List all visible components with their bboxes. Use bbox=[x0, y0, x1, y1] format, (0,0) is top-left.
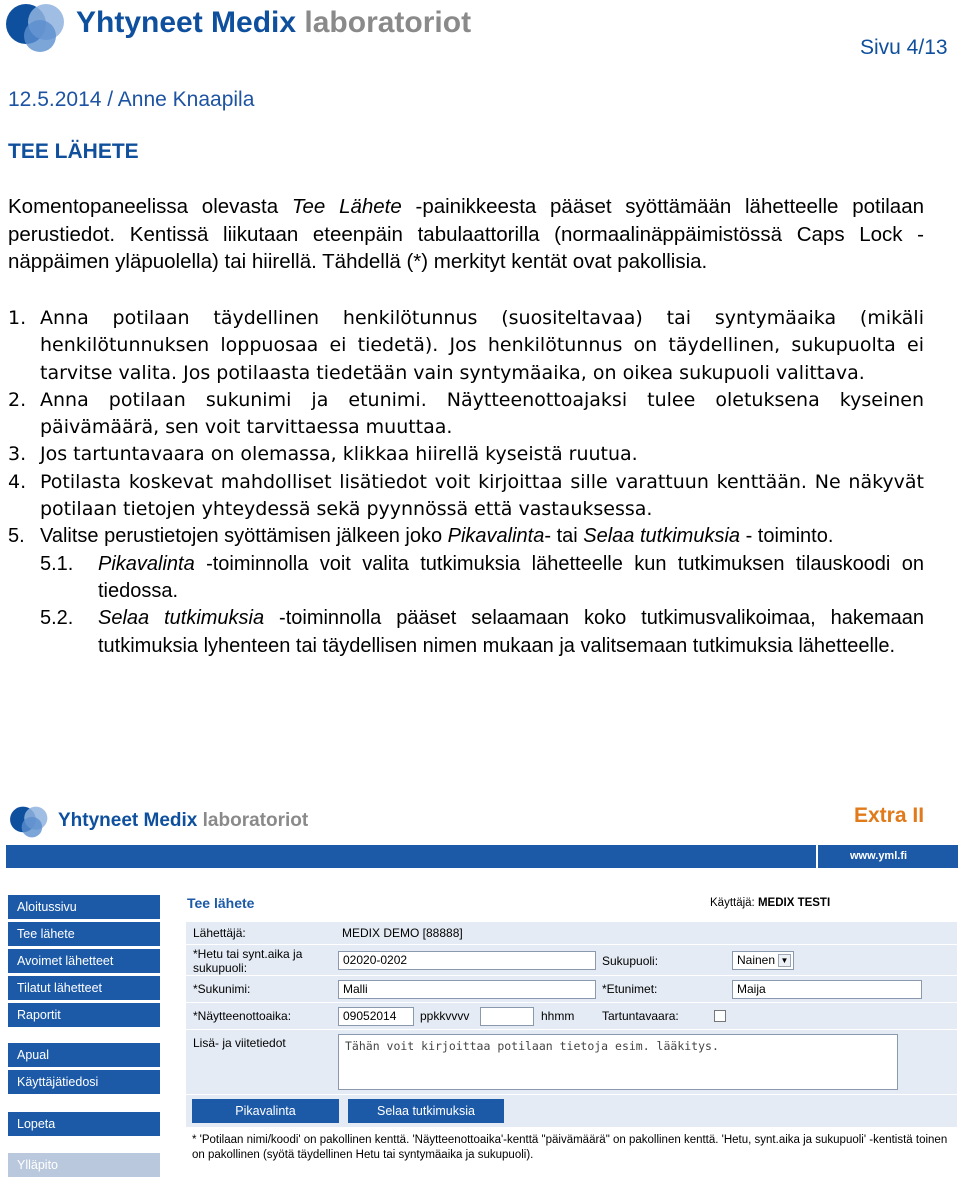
medix-logo-icon bbox=[4, 0, 70, 56]
edition-label: Extra II bbox=[854, 804, 925, 827]
step-3: 3. Jos tartuntavaara on olemassa, klikkaa hiirellä kyseistä ruutua. bbox=[8, 443, 638, 466]
sidebar-item-lopeta[interactable]: Lopeta bbox=[8, 1112, 160, 1136]
current-user: Käyttäjä: MEDIX TESTI bbox=[710, 897, 831, 909]
required-fields-note: * 'Potilaan nimi/koodi' on pakollinen kenttä. 'Näytteenottoaika'-kenttä "päivämäärä" on pakollinen kenttä. 'Hetu, synt.aika ja sukupuoli' -kentistä toinen on pakollinen (syötä täydellinen Hetu tai syntymäaika ja sukupuoli). bbox=[192, 1134, 948, 1161]
step-4: 4. Potilasta koskevat mahdolliset lisätiedot voit kirjoittaa sille varattuun kenttään. Ne näkyvät potilaan tietojen yhteydessä sekä pyynnössä että vastauksessa. bbox=[8, 470, 924, 521]
step-5-2: 5.2. Selaa tutkimuksia -toiminnolla pääset selaamaan koko tutkimusvalikoimaa, hakemaan tutkimuksia lyhenteen tai täydellisen nimen mukaan ja valitsemaan tutkimuksia lähetteelle. bbox=[40, 607, 924, 657]
surname-input[interactable]: Malli bbox=[338, 980, 596, 999]
row-sample-time: *Näytteenottoaika: 09052014 ppkkvvvv hhmm Tartuntavaara: bbox=[186, 1003, 957, 1030]
firstname-input[interactable]: Maija bbox=[732, 980, 922, 999]
row-surname: *Sukunimi: Malli *Etunimet: Maija bbox=[186, 976, 957, 1003]
app-logo-icon bbox=[8, 804, 52, 840]
sidebar-item-kayttajatiedot[interactable]: Käyttäjätiedosi bbox=[8, 1070, 160, 1094]
step-2: 2. Anna potilaan sukunimi ja etunimi. Näytteenottoajaksi tulee oletuksena kyseinen päivämäärä, sen voit tarvittaessa muuttaa. bbox=[8, 388, 924, 439]
step-5: 5. Valitse perustietojen syöttämisen jälkeen joko Pikavalinta- tai Selaa tutkimuksia - toiminto. bbox=[8, 525, 834, 548]
document-heading: TEE LÄHETE bbox=[8, 140, 139, 163]
row-footnote bbox=[186, 1128, 957, 1178]
app-top-bar bbox=[6, 845, 958, 868]
hetu-input[interactable]: 02020-0202 bbox=[338, 951, 596, 970]
app-screenshot bbox=[6, 798, 958, 1178]
sidebar-item-apua[interactable]: Apual bbox=[8, 1043, 160, 1067]
sender-value: MEDIX DEMO [88888] bbox=[342, 926, 463, 940]
chevron-down-icon: ▼ bbox=[778, 954, 791, 967]
sidebar-item-tilatut-lahetteet[interactable]: Tilatut lähetteet bbox=[8, 976, 160, 1000]
step-1: 1. Anna potilaan täydellinen henkilötunnus (suositeltavaa) tai syntymäaika (mikäli henkilötunnuksen loppuosaa ei tiedetä). Jos henkilötunnus on täydellinen, sukupuolta ei tarvitse valita. Jos potilaasta tiedetään vain syntymäaika, on oikea sukupuoli valittava. bbox=[8, 307, 924, 384]
app-page-title: Tee lähete bbox=[187, 895, 255, 911]
sidebar-item-aloitussivu[interactable]: Aloitussivu bbox=[8, 895, 160, 919]
app-wordmark: Yhtyneet Medix laboratoriot bbox=[58, 810, 309, 831]
sample-date-input[interactable]: 09052014 bbox=[338, 1007, 414, 1026]
sidebar-item-avoimet-lahetteet[interactable]: Avoimet lähetteet bbox=[8, 949, 160, 973]
instruction-steps bbox=[8, 305, 924, 660]
step-5-1: 5.1. Pikavalinta -toiminnolla voit valita tutkimuksia lähetteelle kun tutkimuksen tilauskoodi on tiedossa. bbox=[40, 552, 924, 602]
infection-risk-checkbox[interactable] bbox=[714, 1010, 726, 1022]
gender-select[interactable]: Nainen ▼ bbox=[732, 951, 794, 970]
website-link[interactable]: www.yml.fi bbox=[816, 845, 958, 868]
browse-tests-button[interactable]: Selaa tutkimuksia bbox=[348, 1099, 504, 1123]
row-sender: Lähettäjä: MEDIX DEMO [88888] bbox=[186, 922, 957, 945]
row-hetu: *Hetu tai synt.aika ja sukupuoli: 02020-0202 Sukupuoli: Nainen ▼ bbox=[186, 945, 957, 976]
quick-select-button[interactable]: Pikavalinta bbox=[192, 1099, 339, 1123]
date-author: 12.5.2014 / Anne Knaapila bbox=[8, 88, 255, 111]
row-actions bbox=[186, 1095, 957, 1128]
sidebar-item-yllapito[interactable]: Ylläpito bbox=[8, 1153, 160, 1177]
row-additional-info: Lisä- ja viitetiedot Tähän voit kirjoittaa potilaan tietoja esim. lääkitys. bbox=[186, 1030, 957, 1095]
additional-info-textarea[interactable]: Tähän voit kirjoittaa potilaan tietoja esim. lääkitys. bbox=[338, 1034, 898, 1090]
sidebar-item-raportit[interactable]: Raportit bbox=[8, 1003, 160, 1027]
app-header bbox=[6, 798, 958, 844]
sidebar-item-tee-lahete[interactable]: Tee lähete bbox=[8, 922, 160, 946]
logo-wordmark: Yhtyneet Medix laboratoriot bbox=[76, 6, 472, 39]
page-number: Sivu 4/13 bbox=[860, 36, 948, 59]
sample-time-input[interactable] bbox=[480, 1007, 534, 1026]
intro-paragraph: Komentopaneelissa olevasta Tee Lähete -painikkeesta pääset syöttämään lähetteelle potilaan perustiedot. Kentissä liikutaan eteenpäin tabulaattorilla (normaalinäppäimistössä Caps Lock -näppäimen yläpuolella) tai hiirellä. Tähdellä (*) merkityt kentät ovat pakollisia. bbox=[8, 195, 925, 273]
